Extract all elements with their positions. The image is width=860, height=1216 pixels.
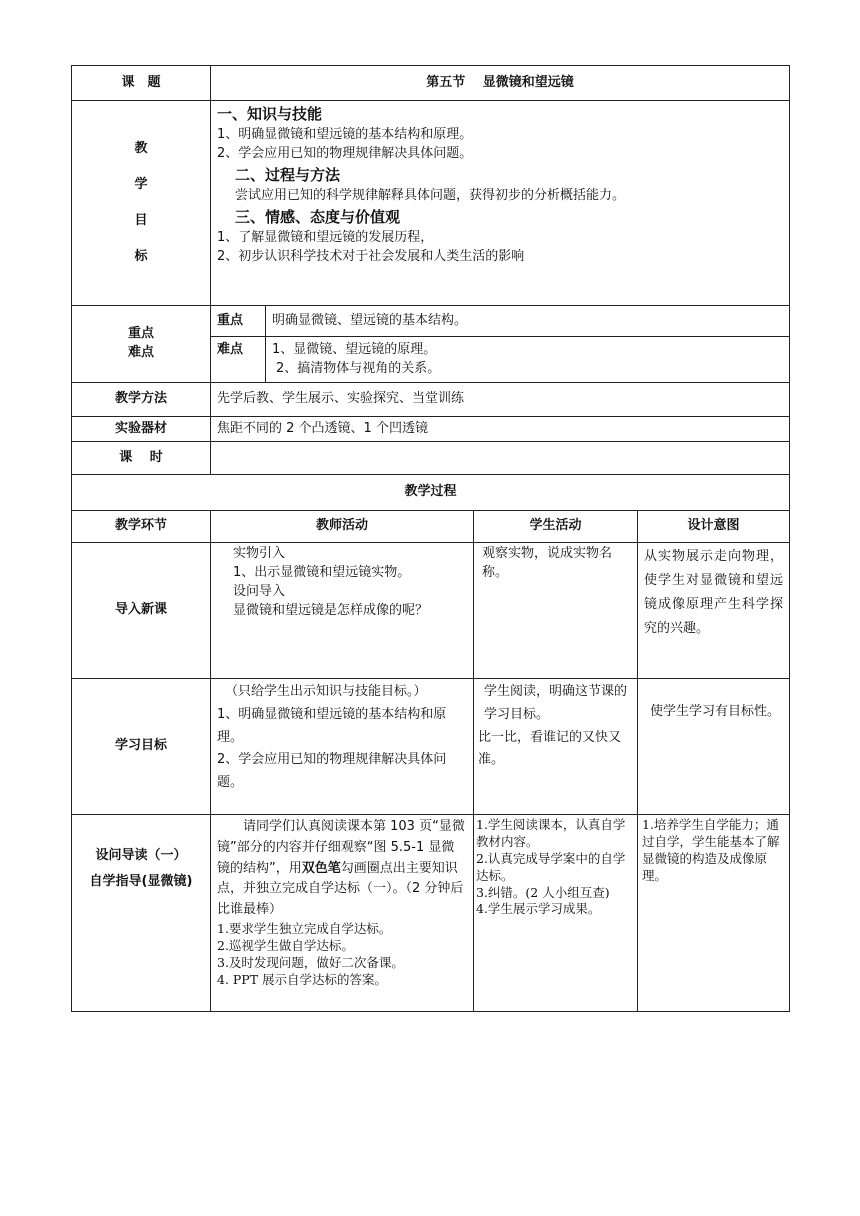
teacher-activity: （只给学生出示知识与技能目标。） 1、明确显微镜和望远镜的基本结构和原理。 2、学会应用已知的物理规律解决具体问题。 xyxy=(211,679,474,815)
student-activity: 1.学生阅读课本，认真自学教材内容。 2.认真完成导学案中的自学达标。 3.纠错。(2 人小组互查) 4.学生展示学习成果。 xyxy=(474,815,638,1012)
method-label: 教学方法 xyxy=(72,383,211,417)
difficulty-item: 2、搞清物体与视角的关系。 xyxy=(276,360,441,376)
table-row xyxy=(72,815,790,1012)
objective-item: 1、明确显微镜和望远镜的基本结构和原理。 xyxy=(217,127,473,143)
lesson-plan-table xyxy=(71,65,790,1012)
method-value: 先学后教、学生展示、实验探究、当堂训练 xyxy=(211,383,790,417)
topic-label: 课 题 xyxy=(72,66,211,101)
difficulty-label: 难点 xyxy=(211,337,266,383)
process-title: 教学过程 xyxy=(72,475,790,511)
teacher-activity: 实物引入 1、出示显微镜和望远镜实物。 设问导入 显微镜和望远镜是怎样成像的呢？ xyxy=(211,543,474,679)
section-attitude-title: 三、情感、态度与价值观 xyxy=(235,208,401,227)
equipment-row xyxy=(72,417,790,442)
objectives-row xyxy=(72,101,790,306)
objectives-label: 教 学 目 标 xyxy=(72,101,211,306)
objective-item: 2、学会应用已知的物理规律解决具体问题。 xyxy=(217,146,473,162)
teacher-activity: 请同学们认真阅读课本第 103 页“显微镜”部分的内容并仔细观察“图 5.5-1 显微镜的结构”，用双色笔勾画圈点出主要知识点，并独立完成自学达标（一）。（2 分钟后比谁最棒） 1.要求学生独立完成自学达标。 2.巡视学生做自学达标。 3.及时发现问题，做好二次备课。 4. PPT 展示自学达标的答案。 xyxy=(211,815,474,1012)
key-text: 明确显微镜、望远镜的基本结构。 xyxy=(266,306,790,337)
method-row xyxy=(72,383,790,417)
design-intent: 从实物展示走向物理，使学生对显微镜和望远镜成像原理产生科学探究的兴趣。 xyxy=(638,543,790,679)
objective-item: 2、初步认识科学技术对于社会发展和人类生活的影响 xyxy=(217,249,525,265)
stage-goals: 学习目标 xyxy=(72,679,211,815)
objectives-content xyxy=(211,101,790,306)
design-intent: 使学生学习有目标性。 xyxy=(638,679,790,815)
table-row xyxy=(72,543,790,679)
process-text: 尝试应用已知的科学规律解释具体问题，获得初步的分析概括能力。 xyxy=(235,188,626,204)
equipment-label: 实验器材 xyxy=(72,417,211,442)
process-header-row xyxy=(72,511,790,543)
header-student: 学生活动 xyxy=(474,511,638,543)
design-intent: 1.培养学生自学能力；通过自学，学生能基本了解显微镜的构造及成像原理。 xyxy=(638,815,790,1012)
lesson-title: 第五节 显微镜和望远镜 xyxy=(211,66,790,101)
hours-label: 课 时 xyxy=(72,442,211,475)
difficulty-item: 1、显微镜、望远镜的原理。 xyxy=(272,341,437,357)
student-activity: 学生阅读，明确这节课的学习目标。 比一比，看谁记的又快又准。 xyxy=(474,679,638,815)
topic-row xyxy=(72,66,790,101)
equipment-value: 焦距不同的 2 个凸透镜、1 个凹透镜 xyxy=(211,417,790,442)
key-label: 重点 xyxy=(211,306,266,337)
table-row xyxy=(72,679,790,815)
header-stage: 教学环节 xyxy=(72,511,211,543)
header-teacher: 教师活动 xyxy=(211,511,474,543)
section-knowledge-title: 一、知识与技能 xyxy=(217,105,323,123)
header-intent: 设计意图 xyxy=(638,511,790,543)
key-difficulty-label: 重点 难点 xyxy=(72,306,211,383)
difficulty-content xyxy=(266,337,790,383)
objective-item: 1、了解显微镜和望远镜的发展历程， xyxy=(217,230,434,246)
section-process-title: 二、过程与方法 xyxy=(235,165,341,184)
stage-intro: 导入新课 xyxy=(72,543,211,679)
process-title-row xyxy=(72,475,790,511)
key-point-row xyxy=(72,306,790,337)
hours-row xyxy=(72,442,790,475)
hours-value xyxy=(211,442,790,475)
student-activity: 观察实物，说成实物名称。 xyxy=(474,543,638,679)
stage-reading: 设问导读（一） 自学指导(显微镜) xyxy=(72,815,211,1012)
